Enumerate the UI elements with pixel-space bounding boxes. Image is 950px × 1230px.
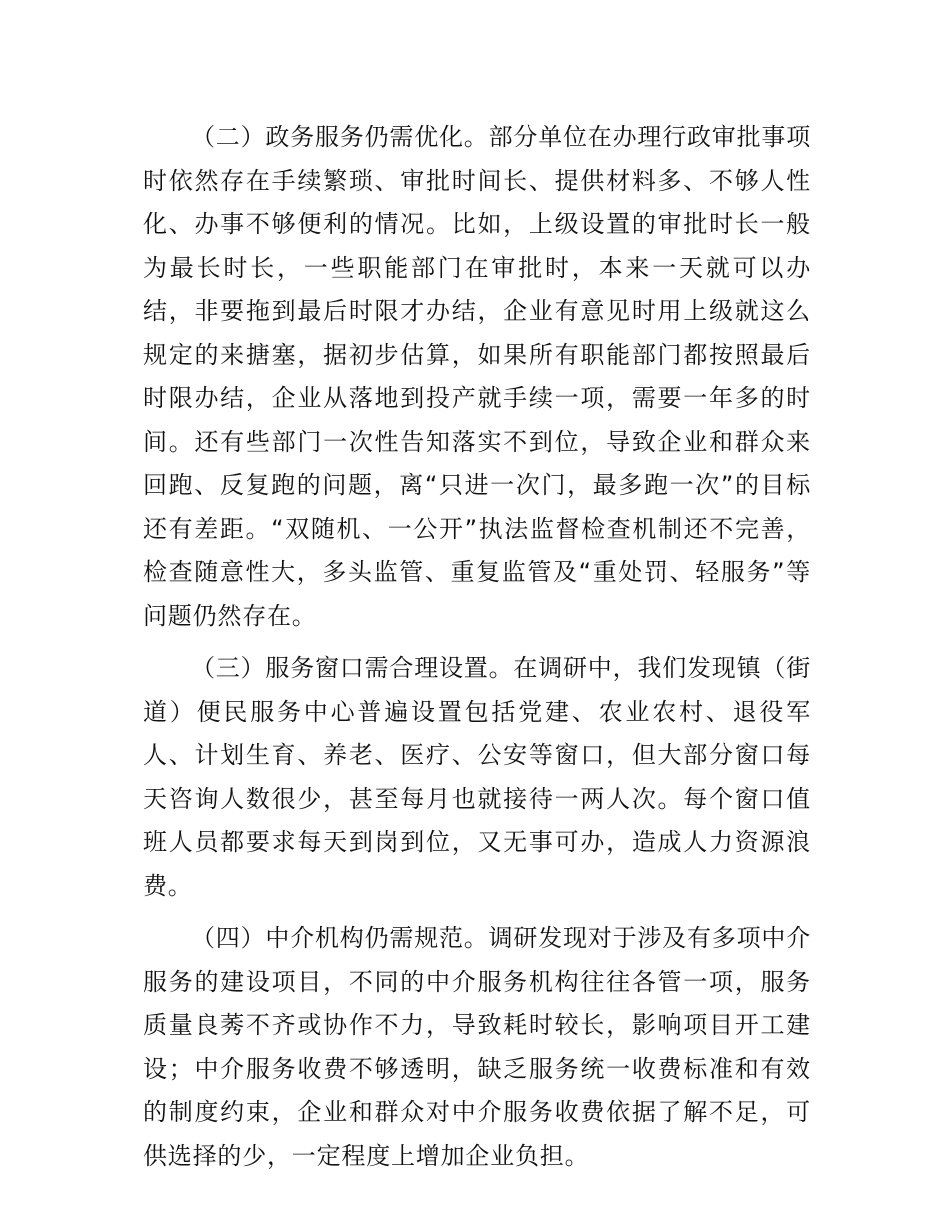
paragraph-service-windows: （三）服务窗口需合理设置。在调研中，我们发现镇（街道）便民服务中心普遍设置包括党建、农业农村、退役军人、计划生育、养老、医疗、公安等窗口，但大部分窗口每天咨询人数很少，甚至每月也就接待一两人次。每个窗口值班人员都要求每天到岗到位，又无事可办，造成人力资源浪费。	[143, 654, 811, 900]
paragraph-intermediary-agencies: （四）中介机构仍需规范。调研发现对于涉及有多项中介服务的建设项目，不同的中介服务机构往往各管一项，服务质量良莠不齐或协作不力，导致耗时较长，影响项目开工建设；中介服务收费不够透明，缺乏服务统一收费标准和有效的制度约束，企业和群众对中介服务收费依据了解不足，可供选择的少，一定程度上增加企业负担。	[143, 924, 811, 1170]
document-body	[143, 116, 811, 1187]
paragraph-government-services: （二）政务服务仍需优化。部分单位在办理行政审批事项时依然存在手续繁琐、审批时间长、提供材料多、不够人性化、办事不够便利的情况。比如，上级设置的审批时长一般为最长时长，一些职能部门在审批时，本来一天就可以办结，非要拖到最后时限才办结，企业有意见时用上级就这么规定的来搪塞，据初步估算，如果所有职能部门都按照最后时限办结，企业从落地到投产就手续一项，需要一年多的时间。还有些部门一次性告知落实不到位，导致企业和群众来回跑、反复跑的问题，离“只进一次门，最多跑一次”的目标还有差距。“双随机、一公开”执法监督检查机制还不完善，检查随意性大，多头监管、重复监管及“重处罚、轻服务”等问题仍然存在。	[143, 123, 811, 630]
